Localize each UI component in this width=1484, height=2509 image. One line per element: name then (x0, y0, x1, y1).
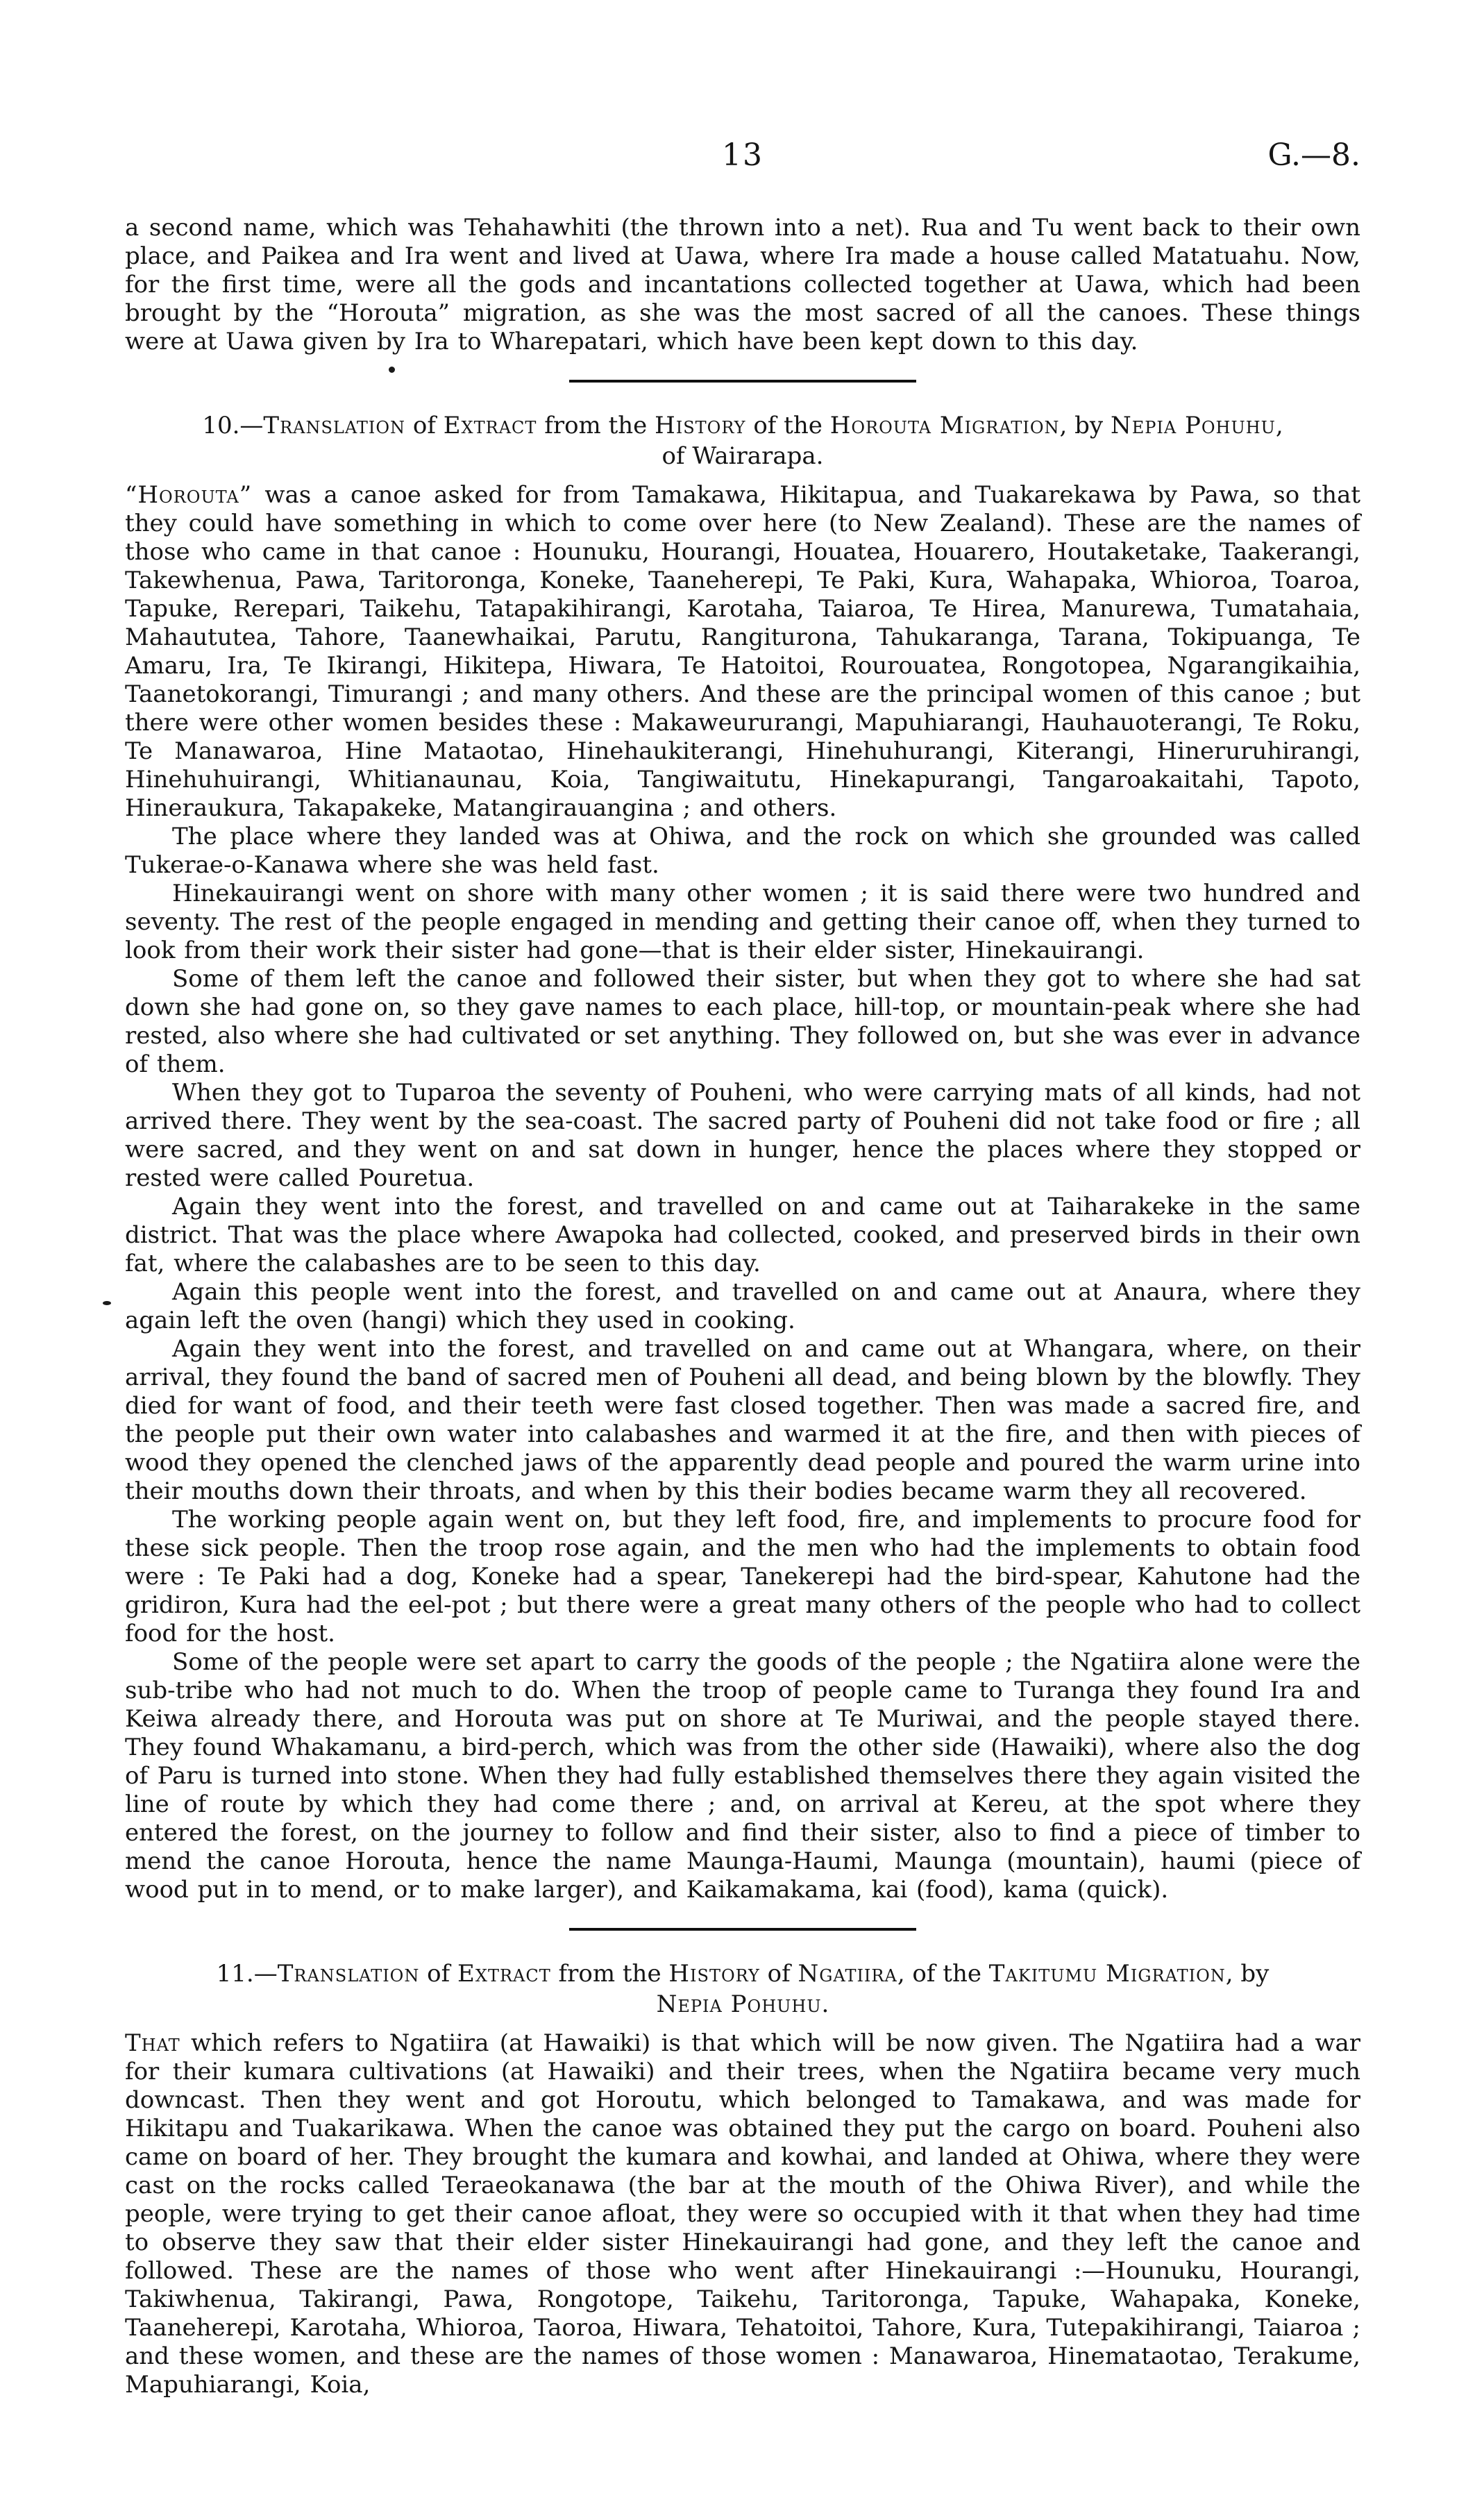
paragraph (125, 965, 1360, 1079)
body-text: , of Wairarapa. (661, 412, 1283, 470)
smallcaps-text: Extract (443, 412, 537, 439)
ink-speck (389, 367, 395, 373)
body-text: a second name, which was Tehahawhiti (the thrown into a net). Rua and Tu went back to their own place, and Paikea and Ira went and lived at Uawa, where Ira made a house called Matatuahu. Now, for the first time, were all the gods and incantations collected together at Uawa, which had been brought by the “Horouta” migration, as she was the most sacred of all the canoes. These things were at Uawa given by Ira to Wharepatari, which have been kept down to this day. (125, 214, 1360, 355)
smallcaps-text: Takitumu Migration (988, 1960, 1226, 1988)
body-text: , by (1225, 1960, 1270, 1988)
smallcaps-text: Extract (457, 1960, 551, 1988)
page-number: 13 (722, 137, 764, 173)
body-text: The place where they landed was at Ohiwa, and the rock on which she grounded was called Tukerae-o-Kanawa where she was held fast. (125, 823, 1360, 879)
body-text: Some of the people were set apart to carry the goods of the people ; the Ngatiira alone were the sub-tribe who had not much to do. When the troop of people came to Turanga they found Ira and Keiwa already there, and Horouta was put on shore at Te Muriwai, and the people stayed there. They found Whakamanu, a bird-perch, which was from the other side (Hawaiki), where also the dog of Paru is turned into stone. When they had fully established themselves there they again visited the line of route by which they had come there ; and, on arrival at Kereu, at the spot where they entered the forest, on the journey to follow and find their sister, also to find a piece of timber to mend the canoe Horouta, hence the name Maunga-Haumi, Maunga (mountain), haumi (piece of wood put in to mend, or to make larger), and Kaikamakama, kai (food), kama (quick). (125, 1648, 1360, 1904)
body-text: which refers to Ngatiira (at Hawaiki) is that which will be now given. The Ngatiira had a war for their kumara cultivations (at Hawaiki) and their trees, when the Ngatiira became very much downcast. Then they went and got Horoutu, which belonged to Tamakawa, and was made for Hikitapu and Tuakarikawa. When the canoe was obtained they put the cargo on board. Pouheni also came on board of her. They brought the kumara and kowhai, and landed at Ohiwa, where they were cast on the rocks called Teraeokanawa (the bar at the mouth of the Ohiwa River), and while the people, were trying to get their canoe afloat, they were so occupied with it that when they had time to observe they saw that their elder sister Hinekauirangi had gone, and they left the canoe and followed. These are the names of those who went after Hinekauirangi :—Hounuku, Hourangi, Takiwhenua, Takirangi, Pawa, Rongotope, Taikehu, Taritoronga, Tapuke, Wahapaka, Koneke, Taaneherepi, Karotaha, Whioroa, Taoroa, Hiwara, Tehatoitoi, Tahore, Kura, Tutepakihirangi, Taiaroa ; and these women, and these are the names of those women : Manawaroa, Hinemataotao, Terakume, Mapuhiarangi, Koia, (125, 2029, 1360, 2399)
paragraph (125, 1193, 1360, 1278)
body-text: Hinekauirangi went on shore with many other women ; it is said there were two hundred and seventy. The rest of the people engaged in mending and getting their canoe off, when they turned to look from their work their sister had gone—that is their elder sister, Hinekauirangi. (125, 880, 1360, 964)
body-text: was a canoe asked for from Tamakawa, Hikitapua, and Tuakarekawa by Pawa, so that they could have something in which to come over here (to New Zealand). These are the names of those who came in that canoe : Hounuku, Hourangi, Houatea, Houarero, Houtaketake, Taakerangi, Takewhenua, Pawa, Taritoronga, Koneke, Taaneherepi, Te Paki, Kura, Wahapaka, Whioroa, Toaroa, Tapuke, Rerepari, Taikehu, Tatapakihirangi, Karotaha, Taiaroa, Te Hirea, Manurewa, Tumatahaia, Mahaututea, Tahore, Taanewhaikai, Parutu, Rangiturona, Tahukaranga, Tarana, Tokipuanga, Te Amaru, Ira, Te Ikirangi, Hikitepa, Hiwara, Te Hatoitoi, Rourouatea, Rongotopea, Ngarangikaihia, Taanetokorangi, Timurangi ; and many others. And these are the principal women of this canoe ; but there were other women besides these : Makaweururangi, Mapuhiarangi, Hauhauoterangi, Te Roku, Te Manawaroa, Hine Mataotao, Hinehaukiterangi, Hinehuhurangi, Kiterangi, Hineruruhirangi, Hinehuhuirangi, Whitianaunau, Koia, Tangiwaitutu, Hinekapurangi, Tangaroakaitahi, Tapoto, Hineraukura, Takapakeke, Matangirauangina ; and others. (125, 481, 1360, 822)
section-divider (569, 380, 916, 383)
paragraph (125, 481, 1360, 823)
paragraph (125, 1079, 1360, 1193)
smallcaps-text: That (125, 2029, 180, 2057)
smallcaps-text: History (668, 1960, 760, 1988)
sections-container (125, 380, 1360, 2399)
paragraph (125, 1648, 1360, 1904)
page-content (125, 214, 1360, 2399)
section-divider (569, 1928, 916, 1931)
paragraph (125, 823, 1360, 880)
body-text: Again this people went into the forest, and travelled on and came out at Anaura, where they again left the oven (hangi) which they used in cooking. (125, 1278, 1360, 1334)
body-text: Some of them left the canoe and followed their sister, but when they got to where she had sat down she had gone on, so they gave names to each place, hill-top, or mountain-peak where she had rested, also where she had cultivated or set anything. They followed on, but she was ever in advance of them. (125, 965, 1360, 1078)
body-text: 11.— (216, 1960, 278, 1988)
body-text: When they got to Tuparoa the seventy of Pouheni, who were carrying mats of all kinds, had not arrived there. They went by the sea-coast. The sacred party of Pouheni did not take food or fire ; all were sacred, and they went on and sat down in hunger, hence the places where they stopped or rested were called Pouretua. (125, 1079, 1360, 1192)
body-text: The working people again went on, but they left food, fire, and implements to procure food for these sick people. Then the troop rose again, and the men who had the implements to obtain food were : Te Paki had a dog, Koneke had a spear, Tanekerepi had the bird-spear, Kahutone had the gridiron, Kura had the eel-pot ; but there were a great many others of the people who had to collect food for the host. (125, 1506, 1360, 1647)
body-text: 10.— (202, 412, 264, 439)
body-text: , by (1059, 412, 1111, 439)
body-text: of (405, 412, 444, 439)
paragraph (125, 1278, 1360, 1335)
paragraph (125, 880, 1360, 965)
section-11-heading (187, 1958, 1298, 2020)
body-text: of the (745, 412, 830, 439)
smallcaps-text: History (655, 412, 746, 439)
body-text: Again they went into the forest, and travelled on and came out at Taiharakeke in the same district. That was the place where Awapoka had collected, cooked, and preserved birds in their own fat, where the calabashes are to be seen to this day. (125, 1193, 1360, 1277)
smallcaps-text: Ngatiira (798, 1960, 897, 1988)
smallcaps-text: Nepia Pohuhu (656, 1990, 822, 2018)
intro-paragraph (125, 214, 1360, 356)
smallcaps-text: Horouta Migration (829, 412, 1060, 439)
body-text: . (821, 1990, 829, 2018)
paragraph (125, 1506, 1360, 1648)
page-header (125, 136, 1360, 175)
body-text: of (759, 1960, 798, 1988)
body-text: from the (550, 1960, 669, 1988)
section-10-heading (187, 410, 1298, 471)
smallcaps-text: Translation (277, 1960, 420, 1988)
smallcaps-text: Nepia Pohuhu (1110, 412, 1276, 439)
body-text: of (419, 1960, 458, 1988)
ink-speck (103, 1301, 111, 1305)
body-text: from the (537, 412, 655, 439)
smallcaps-text: Translation (263, 412, 406, 439)
body-text: , of the (897, 1960, 989, 1988)
body-text: Again they went into the forest, and travelled on and came out at Whangara, where, on their arrival, they found the band of sacred men of Pouheni all dead, and being blown by the blowfly. They died for want of food, and their teeth were fast closed together. Then was made a sacred fire, and the people put their own water into calabashes and warmed it at the fire, and then with pieces of wood they opened the clenched jaws of the apparently dead people and poured the warm urine into their mouths down their throats, and when by this their bodies became warm they all recovered. (125, 1335, 1360, 1505)
paragraph (125, 1335, 1360, 1506)
document-reference: G.—8. (1267, 137, 1360, 173)
paragraph (125, 2029, 1360, 2399)
smallcaps-text: “Horouta” (125, 481, 253, 509)
